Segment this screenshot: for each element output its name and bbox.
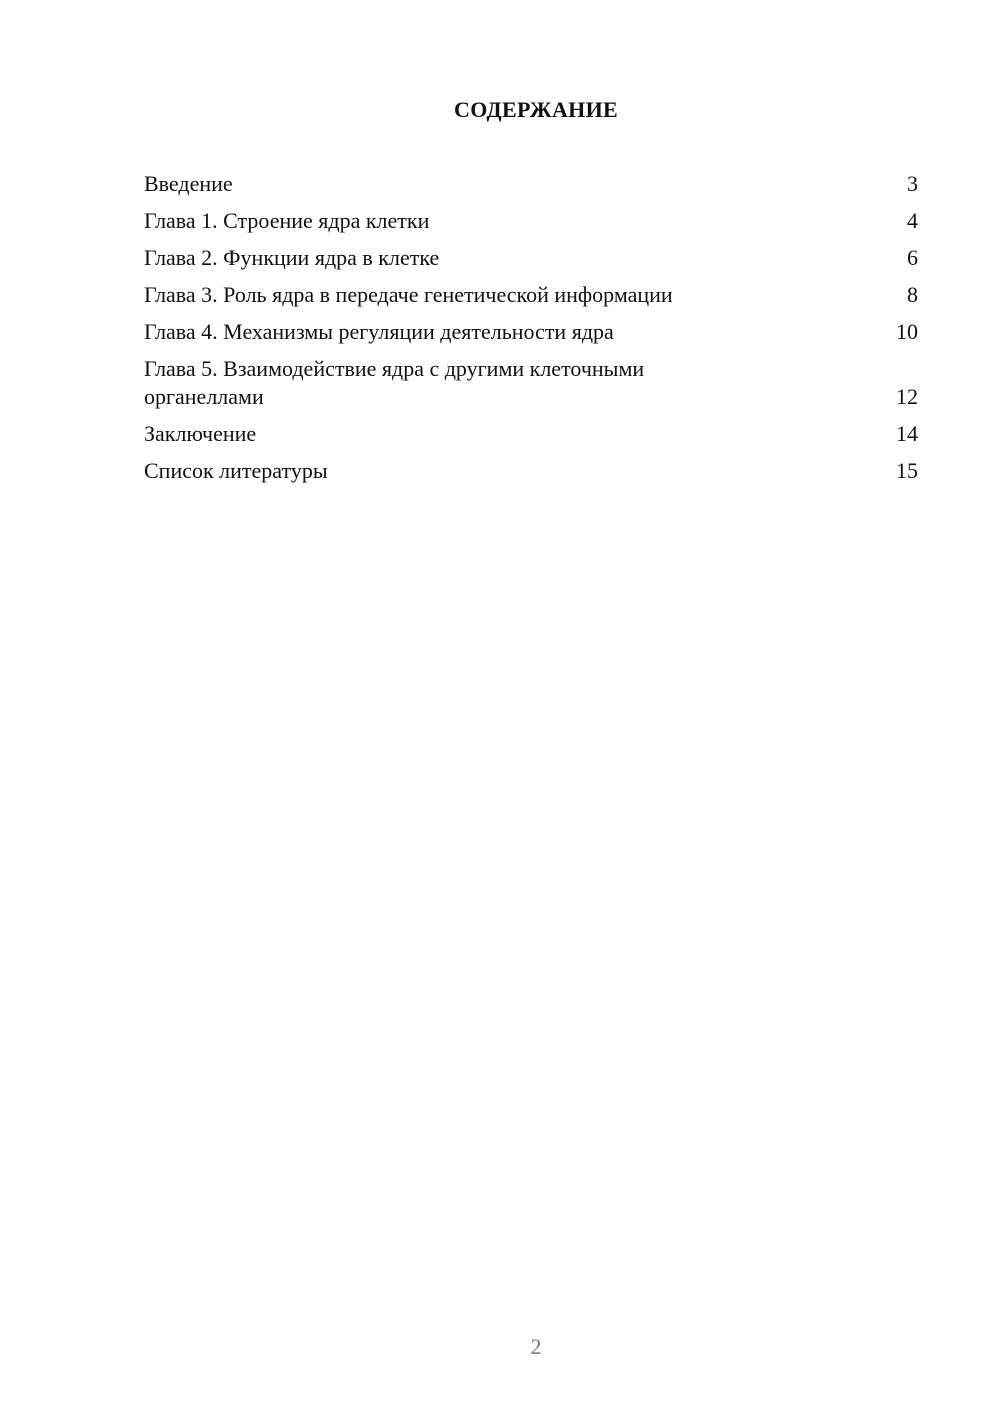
toc-entry-label: Глава 5. Взаимодействие ядра с другими клеточными органеллами [144, 356, 645, 409]
toc-entry-label: Глава 4. Механизмы регуляции деятельности ядра [144, 319, 614, 344]
toc-entry-conclusion[interactable] [144, 420, 918, 448]
toc-entry-introduction[interactable] [144, 170, 918, 198]
table-of-contents [144, 170, 918, 494]
toc-entry-label: Список литературы [144, 458, 328, 483]
toc-entry-page: 12 [896, 384, 918, 409]
toc-entry-page: 6 [907, 245, 918, 270]
toc-entry-label: Глава 1. Строение ядра клетки [144, 208, 430, 233]
toc-entry-page: 10 [896, 319, 918, 344]
toc-entry-page: 3 [907, 171, 918, 196]
toc-entry-chapter-1[interactable] [144, 207, 918, 235]
toc-entry-page: 14 [896, 421, 918, 446]
page-number: 2 [530, 1334, 542, 1359]
toc-entry-page: 8 [907, 282, 918, 307]
toc-entry-chapter-5[interactable] [144, 355, 918, 411]
toc-entry-references[interactable] [144, 457, 918, 485]
toc-entry-chapter-3[interactable] [144, 281, 918, 309]
toc-title: СОДЕРЖАНИЕ [454, 97, 618, 122]
toc-entry-label: Заключение [144, 421, 257, 446]
toc-entry-label: Глава 3. Роль ядра в передаче генетической информации [144, 282, 673, 307]
toc-entry-label: Введение [144, 171, 233, 196]
toc-entry-chapter-4[interactable] [144, 318, 918, 346]
toc-entry-label: Глава 2. Функции ядра в клетке [144, 245, 440, 270]
toc-entry-page: 15 [896, 458, 918, 483]
toc-entry-chapter-2[interactable] [144, 244, 918, 272]
toc-entry-page: 4 [907, 208, 918, 233]
